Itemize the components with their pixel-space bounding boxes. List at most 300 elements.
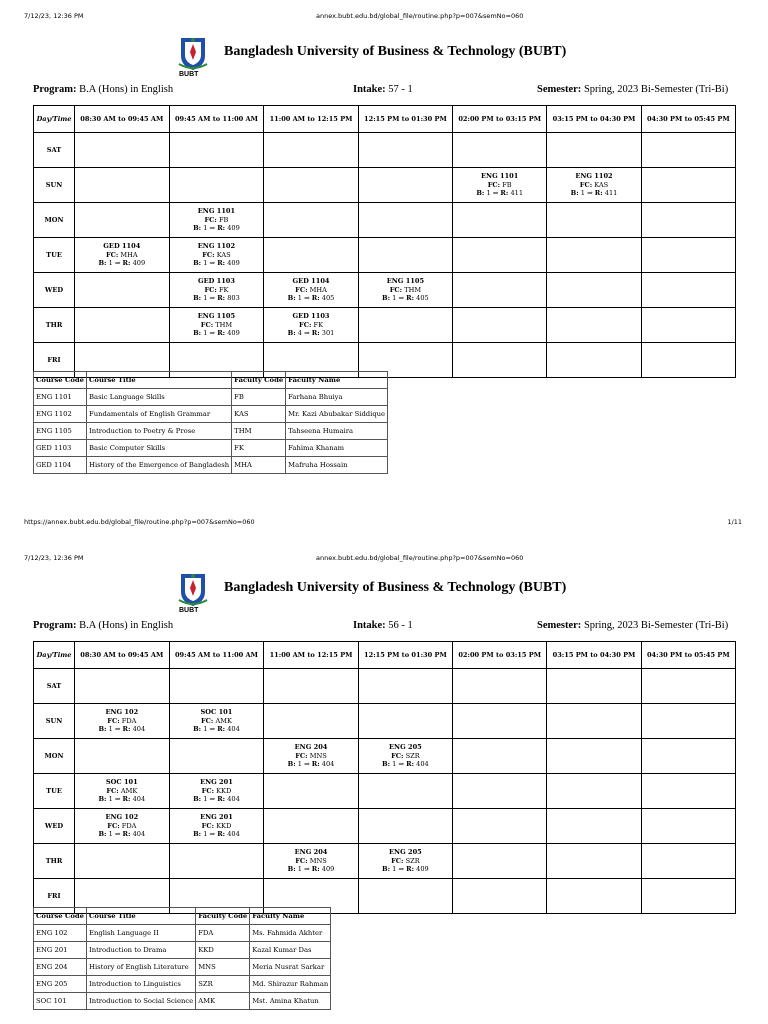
routine-row (34, 704, 736, 739)
room-no: 404 (416, 760, 429, 769)
routine-cell (358, 238, 452, 273)
class-code: ENG 102 (105, 813, 139, 822)
arrow-icon: ⇒ (209, 329, 216, 338)
room-no: 405 (416, 294, 429, 303)
routine-cell (641, 669, 735, 704)
class-code: ENG 201 (200, 813, 233, 822)
routine-row (34, 844, 736, 879)
batch-label: B: (98, 830, 107, 839)
print-footer-url[interactable]: https://annex.bubt.edu.bd/global_file/routine.php?p=007&semNo=060 (24, 518, 255, 526)
arrow-icon: ⇒ (114, 795, 121, 804)
intake-info (353, 620, 413, 631)
batch-no: 1 (392, 865, 397, 874)
routine-cell (75, 203, 170, 238)
routine-row (34, 669, 736, 704)
faculty-code: FDA (196, 925, 250, 942)
room-no: 301 (321, 329, 335, 338)
room-label: R: (217, 259, 226, 268)
routine-cell (264, 203, 358, 238)
routine-table (33, 641, 736, 914)
arrow-icon: ⇒ (398, 865, 405, 874)
class-code: ENG 205 (389, 743, 422, 752)
arrow-icon: ⇒ (304, 294, 310, 303)
faculty-label: FC: (295, 856, 308, 865)
routine-cell (453, 168, 547, 203)
routine-cell (75, 168, 170, 203)
room-no: 409 (132, 259, 146, 268)
routine-cell (641, 168, 735, 203)
routine-cell (358, 273, 452, 308)
arrow-icon: ⇒ (209, 259, 216, 268)
semester-label: Semester: (537, 84, 582, 95)
course-code: ENG 102 (34, 925, 87, 942)
routine-cell (358, 133, 452, 168)
arrow-icon: ⇒ (209, 795, 216, 804)
faculty-label: FC: (107, 716, 120, 725)
routine-cell (75, 669, 170, 704)
routine-cell (75, 704, 170, 739)
routine-cell (641, 809, 735, 844)
day-label: THR (34, 844, 75, 879)
routine-cell (453, 809, 547, 844)
course-column-header: Course Code (34, 908, 87, 925)
course-title: Introduction to Drama (87, 942, 196, 959)
batch-no: 1 (108, 795, 113, 804)
batch-label: B: (193, 795, 202, 804)
routine-cell (75, 774, 170, 809)
semester-value: Spring, 2023 Bi-Semester (Tri-Bi) (583, 620, 729, 631)
faculty-name: Farhana Bhuiya (286, 389, 388, 406)
time-slot-header: 11:00 AM to 12:15 PM (264, 642, 358, 669)
routine-cell (358, 203, 452, 238)
course-row (34, 942, 331, 959)
routine-cell (641, 238, 735, 273)
faculty-code: KKD (216, 786, 232, 795)
faculty-label: FC: (201, 821, 215, 830)
faculty-code: FB (218, 215, 229, 224)
faculty-label: FC: (391, 751, 404, 760)
batch-label: B: (193, 259, 202, 268)
course-column-header: Faculty Name (286, 372, 388, 389)
routine-cell (547, 739, 641, 774)
course-title: Basic Language Skills (87, 389, 232, 406)
faculty-name: Md. Shirazur Rahman (250, 976, 331, 993)
routine-cell (264, 844, 358, 879)
routine-cell (641, 203, 735, 238)
faculty-code: MHA (120, 250, 138, 259)
batch-no: 1 (392, 760, 397, 769)
routine-cell (453, 669, 547, 704)
program-value: B.A (Hons) in English (79, 84, 174, 95)
day-label: TUE (34, 774, 75, 809)
routine-cell (547, 168, 641, 203)
semester-value: Spring, 2023 Bi-Semester (Tri-Bi) (583, 84, 729, 95)
semester-info (537, 84, 728, 95)
routine-cell (169, 308, 264, 343)
logo-text: BUBT (179, 607, 199, 614)
routine-row (34, 308, 736, 343)
routine-cell (641, 273, 735, 308)
class-code: GED 1104 (292, 277, 330, 286)
time-slot-header: 12:15 PM to 01:30 PM (358, 106, 452, 133)
room-label: R: (311, 294, 320, 303)
batch-label: B: (382, 294, 391, 303)
batch-label: B: (193, 294, 202, 303)
day-time-header: Day/Time (34, 106, 75, 133)
class-code: GED 1103 (197, 277, 235, 286)
routine-cell (547, 273, 641, 308)
batch-label: B: (287, 294, 296, 303)
time-slot-header: 04:30 PM to 05:45 PM (641, 642, 735, 669)
time-slot-header: 02:00 PM to 03:15 PM (453, 106, 547, 133)
routine-cell (547, 133, 641, 168)
course-title: History of the Emergence of Bangladesh (87, 457, 232, 474)
faculty-name: Mst. Amina Khatun (250, 993, 331, 1010)
room-no: 409 (227, 259, 240, 268)
routine-cell (453, 308, 547, 343)
room-no: 409 (416, 865, 429, 874)
browser-print-header (0, 12, 768, 24)
arrow-icon: ⇒ (304, 760, 310, 769)
routine-row (34, 203, 736, 238)
class-code: ENG 1101 (197, 207, 236, 216)
course-code: ENG 1102 (34, 406, 87, 423)
day-label: TUE (34, 238, 75, 273)
course-row (34, 389, 388, 406)
batch-label: B: (193, 224, 202, 233)
course-table (33, 907, 331, 1010)
class-code: GED 1103 (292, 312, 330, 321)
browser-print-footer (0, 518, 768, 530)
semester-label: Semester: (537, 620, 582, 631)
room-label: R: (594, 189, 603, 198)
faculty-label: FC: (389, 285, 403, 294)
faculty-name: Mr. Kazi Abubakar Siddique (286, 406, 388, 423)
faculty-label: FC: (391, 856, 404, 865)
class-code: ENG 102 (105, 708, 139, 717)
batch-label: B: (382, 760, 391, 769)
routine-cell (264, 739, 358, 774)
routine-cell (547, 203, 641, 238)
routine-cell (264, 238, 358, 273)
batch-no: 1 (297, 294, 302, 303)
room-no: 405 (321, 294, 335, 303)
faculty-code: MNS (196, 959, 250, 976)
routine-cell (453, 133, 547, 168)
routine-cell (169, 704, 264, 739)
course-code: ENG 201 (34, 942, 87, 959)
course-row (34, 976, 331, 993)
routine-table (33, 105, 736, 378)
course-title: Introduction to Poetry & Prose (87, 423, 232, 440)
course-code: SOC 101 (34, 993, 87, 1010)
batch-label: B: (193, 725, 202, 734)
course-code: ENG 1105 (34, 423, 87, 440)
routine-row (34, 168, 736, 203)
faculty-code: THM (232, 423, 286, 440)
time-slot-header: 08:30 AM to 09:45 AM (75, 642, 170, 669)
course-column-header: Faculty Name (250, 908, 331, 925)
room-no: 411 (604, 189, 618, 198)
day-label: SAT (34, 669, 75, 704)
routine-cell (358, 844, 452, 879)
routine-cell (453, 739, 547, 774)
room-label: R: (311, 865, 320, 874)
routine-cell (75, 308, 170, 343)
routine-cell (641, 774, 735, 809)
faculty-code: FK (218, 285, 229, 294)
print-url[interactable]: annex.bubt.edu.bd/global_file/routine.php?p=007&semNo=060 (316, 554, 524, 562)
batch-no: 1 (203, 294, 208, 303)
routine-cell (264, 669, 358, 704)
batch-label: B: (98, 259, 107, 268)
time-slot-header: 03:15 PM to 04:30 PM (547, 106, 641, 133)
faculty-code: AMK (120, 786, 138, 795)
arrow-icon: ⇒ (209, 294, 216, 303)
logo-text: BUBT (179, 71, 199, 78)
routine-cell (641, 343, 735, 378)
batch-no: 1 (486, 189, 491, 198)
course-code: ENG 204 (34, 959, 87, 976)
faculty-label: FC: (106, 786, 119, 795)
program-info (33, 620, 173, 631)
batch-label: B: (98, 795, 107, 804)
routine-cell (169, 844, 264, 879)
faculty-code: MHA (309, 285, 327, 294)
room-label: R: (217, 725, 226, 734)
room-label: R: (217, 830, 226, 839)
faculty-label: FC: (295, 751, 308, 760)
day-label: WED (34, 273, 75, 308)
room-no: 409 (227, 224, 240, 233)
routine-cell (264, 308, 358, 343)
course-title: Basic Computer Skills (87, 440, 232, 457)
class-code: ENG 204 (294, 848, 328, 857)
routine-cell (264, 168, 358, 203)
room-no: 404 (132, 725, 146, 734)
class-code: ENG 1105 (197, 312, 236, 321)
faculty-code: FB (232, 389, 286, 406)
faculty-label: FC: (204, 285, 217, 294)
room-label: R: (406, 294, 415, 303)
time-slot-header: 03:15 PM to 04:30 PM (547, 642, 641, 669)
room-label: R: (122, 725, 131, 734)
class-code: ENG 1101 (481, 172, 519, 181)
routine-cell (169, 203, 264, 238)
routine-cell (641, 308, 735, 343)
routine-cell (358, 809, 452, 844)
course-row (34, 959, 331, 976)
routine-cell (75, 809, 170, 844)
faculty-label: FC: (299, 320, 312, 329)
faculty-label: FC: (201, 786, 215, 795)
faculty-code: FK (232, 440, 286, 457)
routine-cell (264, 774, 358, 809)
batch-label: B: (287, 865, 296, 874)
course-code: ENG 205 (34, 976, 87, 993)
class-code: SOC 101 (105, 778, 138, 787)
print-url[interactable]: annex.bubt.edu.bd/global_file/routine.php?p=007&semNo=060 (316, 12, 524, 20)
arrow-icon: ⇒ (209, 224, 216, 233)
course-row (34, 423, 388, 440)
routine-cell (453, 774, 547, 809)
time-slot-header: 09:45 AM to 11:00 AM (169, 642, 264, 669)
course-title: Introduction to Linguistics (87, 976, 196, 993)
arrow-icon: ⇒ (209, 830, 216, 839)
time-slot-header: 02:00 PM to 03:15 PM (453, 642, 547, 669)
routine-cell (547, 238, 641, 273)
routine-cell (75, 273, 170, 308)
course-code: ENG 1101 (34, 389, 87, 406)
time-slot-header: 12:15 PM to 01:30 PM (358, 642, 452, 669)
routine-row (34, 273, 736, 308)
routine-cell (453, 704, 547, 739)
routine-cell (169, 168, 264, 203)
routine-cell (264, 133, 358, 168)
faculty-label: FC: (107, 821, 120, 830)
routine-cell (453, 238, 547, 273)
routine-cell (547, 774, 641, 809)
routine-cell (453, 343, 547, 378)
routine-cell (641, 133, 735, 168)
batch-no: 1 (297, 865, 302, 874)
faculty-name: Ms. Fahmida Akhter (250, 925, 331, 942)
course-column-header: Faculty Code (232, 372, 286, 389)
browser-print-header-2 (0, 554, 768, 566)
batch-no: 1 (203, 830, 208, 839)
class-code: ENG 1105 (386, 277, 425, 286)
routine-cell (169, 774, 264, 809)
day-label: MON (34, 203, 75, 238)
intake-info (353, 84, 413, 95)
routine-cell (169, 273, 264, 308)
batch-label: B: (287, 329, 296, 338)
batch-label: B: (570, 189, 579, 198)
batch-no: 1 (297, 760, 302, 769)
course-row (34, 440, 388, 457)
room-label: R: (500, 189, 509, 198)
faculty-label: FC: (200, 716, 214, 725)
course-row (34, 457, 388, 474)
room-label: R: (122, 830, 131, 839)
routine-cell (264, 273, 358, 308)
faculty-code: MNS (309, 751, 327, 760)
room-label: R: (406, 760, 415, 769)
routine-cell (169, 133, 264, 168)
arrow-icon: ⇒ (587, 189, 593, 198)
room-no: 404 (227, 795, 240, 804)
room-label: R: (217, 795, 226, 804)
university-name: Bangladesh University of Business & Technology (BUBT) (224, 44, 567, 59)
course-column-header: Course Title (87, 908, 196, 925)
routine-cell (169, 238, 264, 273)
intake-label: Intake: (353, 84, 386, 95)
arrow-icon: ⇒ (114, 725, 121, 734)
faculty-name: Meria Nusrat Sarkar (250, 959, 331, 976)
course-row (34, 406, 388, 423)
routine-cell (547, 308, 641, 343)
routine-section-2 (0, 570, 768, 1020)
semester-info (537, 620, 728, 631)
batch-label: B: (98, 725, 107, 734)
routine-cell (547, 704, 641, 739)
university-header (176, 570, 656, 618)
course-table (33, 371, 388, 474)
faculty-code: KAS (216, 250, 231, 259)
batch-no: 4 (297, 329, 302, 338)
faculty-code: KAS (594, 180, 609, 189)
faculty-code: THM (215, 320, 233, 329)
faculty-label: FC: (487, 180, 501, 189)
routine-section-1 (0, 34, 768, 484)
routine-cell (547, 879, 641, 914)
day-label: WED (34, 809, 75, 844)
routine-cell (547, 669, 641, 704)
room-no: 409 (227, 329, 240, 338)
faculty-code: MHA (232, 457, 286, 474)
routine-cell (641, 704, 735, 739)
course-row (34, 993, 331, 1010)
course-title: History of English Literature (87, 959, 196, 976)
university-header (176, 34, 656, 82)
room-no: 404 (132, 795, 146, 804)
course-row (34, 925, 331, 942)
faculty-name: Fahima Khanam (286, 440, 388, 457)
class-code: SOC 101 (200, 708, 233, 717)
faculty-code: MNS (309, 856, 327, 865)
batch-label: B: (287, 760, 296, 769)
batch-no: 1 (392, 294, 397, 303)
routine-cell (169, 739, 264, 774)
batch-label: B: (382, 865, 391, 874)
routine-cell (641, 739, 735, 774)
university-name: Bangladesh University of Business & Technology (BUBT) (224, 580, 567, 595)
course-code: GED 1104 (34, 457, 87, 474)
faculty-code: SZR (196, 976, 250, 993)
course-title: Fundamentals of English Grammar (87, 406, 232, 423)
batch-label: B: (193, 830, 202, 839)
faculty-label: FC: (295, 285, 308, 294)
routine-cell (75, 739, 170, 774)
routine-cell (169, 809, 264, 844)
batch-no: 1 (108, 725, 113, 734)
routine-row (34, 238, 736, 273)
batch-no: 1 (108, 830, 113, 839)
routine-cell (169, 669, 264, 704)
routine-cell (358, 308, 452, 343)
routine-cell (453, 273, 547, 308)
course-code: GED 1103 (34, 440, 87, 457)
arrow-icon: ⇒ (398, 760, 405, 769)
class-code: GED 1104 (103, 242, 141, 251)
routine-cell (358, 669, 452, 704)
program-label: Program: (33, 620, 77, 631)
day-time-header: Day/Time (34, 642, 75, 669)
arrow-icon: ⇒ (304, 865, 310, 874)
class-code: ENG 204 (294, 743, 328, 752)
faculty-code: AMK (215, 716, 232, 725)
room-no: 404 (321, 760, 335, 769)
routine-cell (358, 879, 452, 914)
routine-cell (358, 774, 452, 809)
room-no: 411 (510, 189, 524, 198)
room-label: R: (217, 294, 226, 303)
routine-cell (547, 343, 641, 378)
batch-label: B: (476, 189, 485, 198)
day-label: THR (34, 308, 75, 343)
faculty-label: FC: (579, 180, 593, 189)
batch-no: 1 (203, 259, 208, 268)
